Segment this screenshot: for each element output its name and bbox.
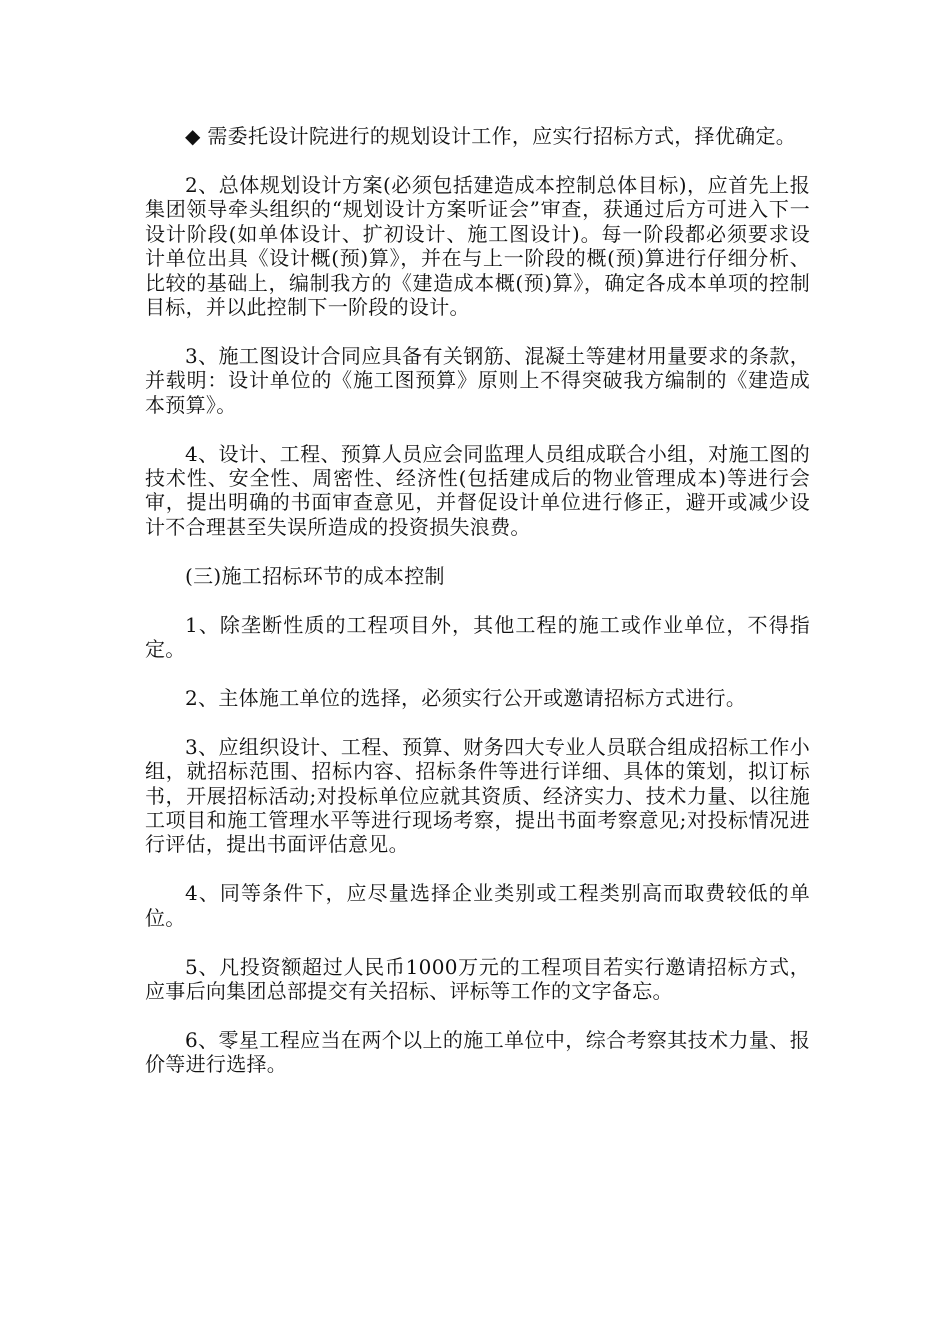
paragraph-3-tender-team: 3、应组织设计、工程、预算、财务四大专业人员联合组成招标工作小组，就招标范围、招标内容、招标条件等进行详细、具体的策划，拟订标书，开展招标活动;对投标单位应就其资质、经济实力、技术力量、以往施工项目和施工管理水平等进行现场考察，提出书面考察意见;对投标情况进行评估，提出书面评估意见。 — [145, 734, 810, 857]
section-heading-construction-tender: (三)施工招标环节的成本控制 — [185, 563, 445, 588]
paragraph-3-construction-drawing-contract: 3、施工图设计合同应具备有关钢筋、混凝土等建材用量要求的条款，并载明：设计单位的《施工图预算》原则上不得突破我方编制的《建造成本预算》。 — [145, 343, 810, 417]
paragraph-5-investment-threshold: 5、凡投资额超过人民币1000万元的工程项目若实行邀请招标方式，应事后向集团总部提交有关招标、评标等工作的文字备忘。 — [145, 954, 810, 1004]
paragraph-bullet-tender-design: ◆ 需委托设计院进行的规划设计工作，应实行招标方式，择优确定。 — [185, 124, 797, 148]
paragraph-2-main-contractor: 2、主体施工单位的选择，必须实行公开或邀请招标方式进行。 — [185, 685, 747, 710]
paragraph-4-equal-conditions: 4、同等条件下，应尽量选择企业类别或工程类别高而取费较低的单位。 — [145, 881, 810, 930]
paragraph-6-small-projects: 6、零星工程应当在两个以上的施工单位中，综合考察其技术力量、报价等进行选择。 — [145, 1027, 810, 1077]
paragraph-4-joint-review: 4、设计、工程、预算人员应会同监理人员组成联合小组，对施工图的技术性、安全性、周密性、经济性(包括建成后的物业管理成本)等进行会审，提出明确的书面审查意见，并督促设计单位进行修正，避开或减少设计不合理甚至失误所造成的投资损失浪费。 — [145, 441, 810, 539]
paragraph-1-no-designation: 1、除垄断性质的工程项目外，其他工程的施工或作业单位，不得指定。 — [145, 612, 810, 661]
paragraph-2-overall-plan: 2、总体规划设计方案(必须包括建造成本控制总体目标)，应首先上报集团领导牵头组织的“规划设计方案听证会”审查，获通过后方可进入下一设计阶段(如单体设计、扩初设计、施工图设计)。每一阶段都必须要求设计单位出具《设计概(预)算》，并在与上一阶段的概(预)算进行仔细分析、比较的基础上，编制我方的《建造成本概(预)算》，确定各成本单项的控制目标，并以此控制下一阶段的设计。 — [145, 172, 810, 319]
document-page — [145, 124, 810, 1101]
